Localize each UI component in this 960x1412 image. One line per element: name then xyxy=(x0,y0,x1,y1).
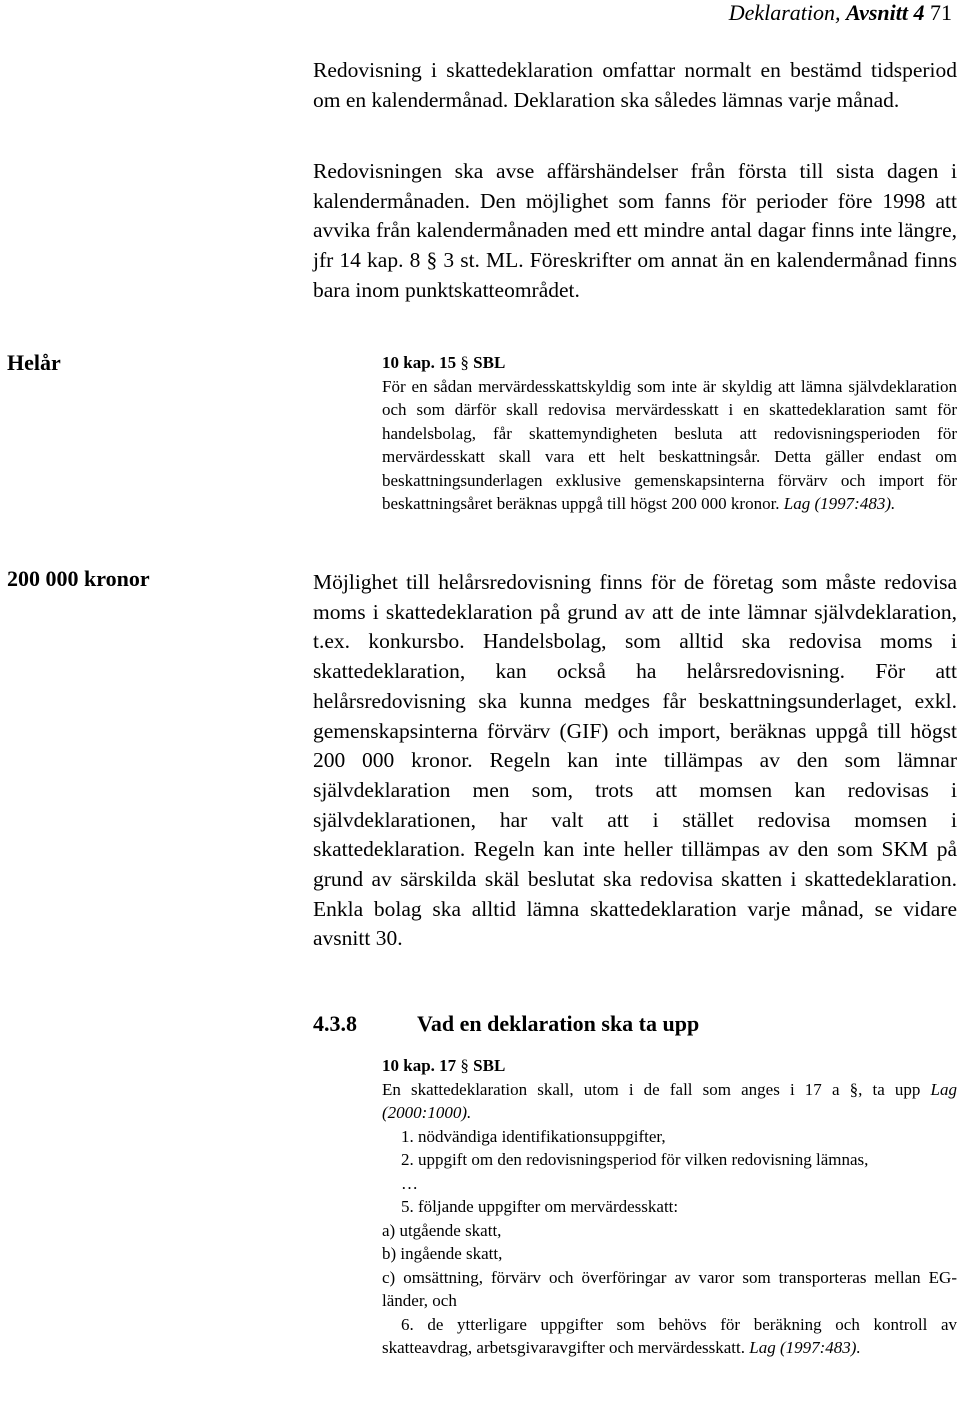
list-item: a) utgående skatt, xyxy=(382,1220,502,1240)
law-text: För en sådan mervärdesskattskyldig som inte är skyldig att lämna självdeklaration och som därför skall redovisa mervärdesskatt i en skattedeklaration samt för handelsbolag, får skattemyndigheten besluta att redovisningsperioden för mervärdesskatt skall vara ett helt beskattningsår. Detta gäller endast om beskattningsunderlagen exklusive gemenskapsinterna förvärv och import för beskattningsåret beräknas uppgå till högst 200 000 kronor. Lag (1997:483). xyxy=(382,376,957,513)
list-item: c) omsättning, förvärv och överföringar av varor som transporteras mellan EG-länder, och xyxy=(382,1267,957,1310)
margin-label-200000-kronor: 200 000 kronor xyxy=(7,566,150,591)
running-header xyxy=(729,0,952,26)
law-reference: 10 kap. 17 § SBL xyxy=(382,1056,506,1075)
margin-label-helar: Helår xyxy=(7,350,61,375)
law-quote-10-kap-15 xyxy=(382,351,957,516)
header-prefix: Deklaration, xyxy=(728,0,847,25)
page-number: 71 xyxy=(930,0,952,25)
section-number: 4.3.8 xyxy=(313,1011,357,1036)
law-quote-10-kap-17 xyxy=(382,1054,957,1360)
list-item: 1. nödvändiga identifikationsuppgifter, xyxy=(401,1126,666,1146)
body-paragraph-helarsredovisning: Möjlighet till helårsredovisning finns för de företag som måste redovisa moms i skattedeklaration på grund av att de inte lämnar självdeklaration, t.ex. konkursbo. Handelsbolag, som alltid ska redovisa moms i skattedeklaration, kan också ha helårsredovisning. För att helårsredovisning ska kunna medges får beskattningsunderlaget, exkl. gemenskapsinterna förvärv (GIF) och import, beräknas uppgå till högst 200 000 kronor. Regeln kan inte tillämpas av den som lämnar självdeklaration men som, trots att momsen kan redovisas i självdeklarationen, har valt att i stället redovisa momsen i skattedeklaration. Regeln kan inte heller tillämpas av den som SKM på grund av särskilda skäl beslutat ska redovisa skatten i skattedeklaration. Enkla bolag ska alltid lämna skattedeklaration varje månad, se vidare avsnitt 30. xyxy=(313,570,957,951)
list-item: … xyxy=(401,1173,418,1193)
intro-paragraph-1: Redovisning i skattedeklaration omfattar normalt en bestämd tidsperiod om en kalendermånad. Deklaration ska således lämnas varje månad. xyxy=(313,58,957,112)
law-reference: 10 kap. 15 § SBL xyxy=(382,353,506,372)
law-intro: En skattedeklaration skall, utom i de fall som anges i 17 a §, ta upp Lag (2000:1000). xyxy=(382,1079,957,1122)
section-heading xyxy=(313,1011,699,1037)
law-citation: Lag (2000:1000). xyxy=(382,1079,957,1122)
list-item: 2. uppgift om den redovisningsperiod för vilken redovisning lämnas, xyxy=(401,1150,869,1169)
list-item: 5. följande uppgifter om mervärdesskatt: xyxy=(401,1197,679,1216)
list-item: 6. de ytterligare uppgifter som behövs för beräkning och kontroll av skatteavdrag, arbetsgivaravgifter och mervärdesskatt. Lag (1997:483). xyxy=(382,1314,957,1357)
law-citation: Lag (1997:483). xyxy=(783,494,896,513)
intro-paragraph-2: Redovisningen ska avse affärshändelser från första till sista dagen i kalendermånaden. Den möjlighet som fanns för perioder före 1998 att avvika från kalendermånaden med ett mindre antal dagar finns inte längre, jfr 14 kap. 8 § 3 st. ML. Föreskrifter om annat än en kalendermånad finns bara inom punktskatteområdet. xyxy=(313,159,957,302)
header-section: Avsnitt 4 xyxy=(846,0,925,25)
list-item: b) ingående skatt, xyxy=(382,1244,503,1263)
law-citation: Lag (1997:483). xyxy=(749,1338,861,1357)
section-title: Vad en deklaration ska ta upp xyxy=(417,1011,700,1036)
